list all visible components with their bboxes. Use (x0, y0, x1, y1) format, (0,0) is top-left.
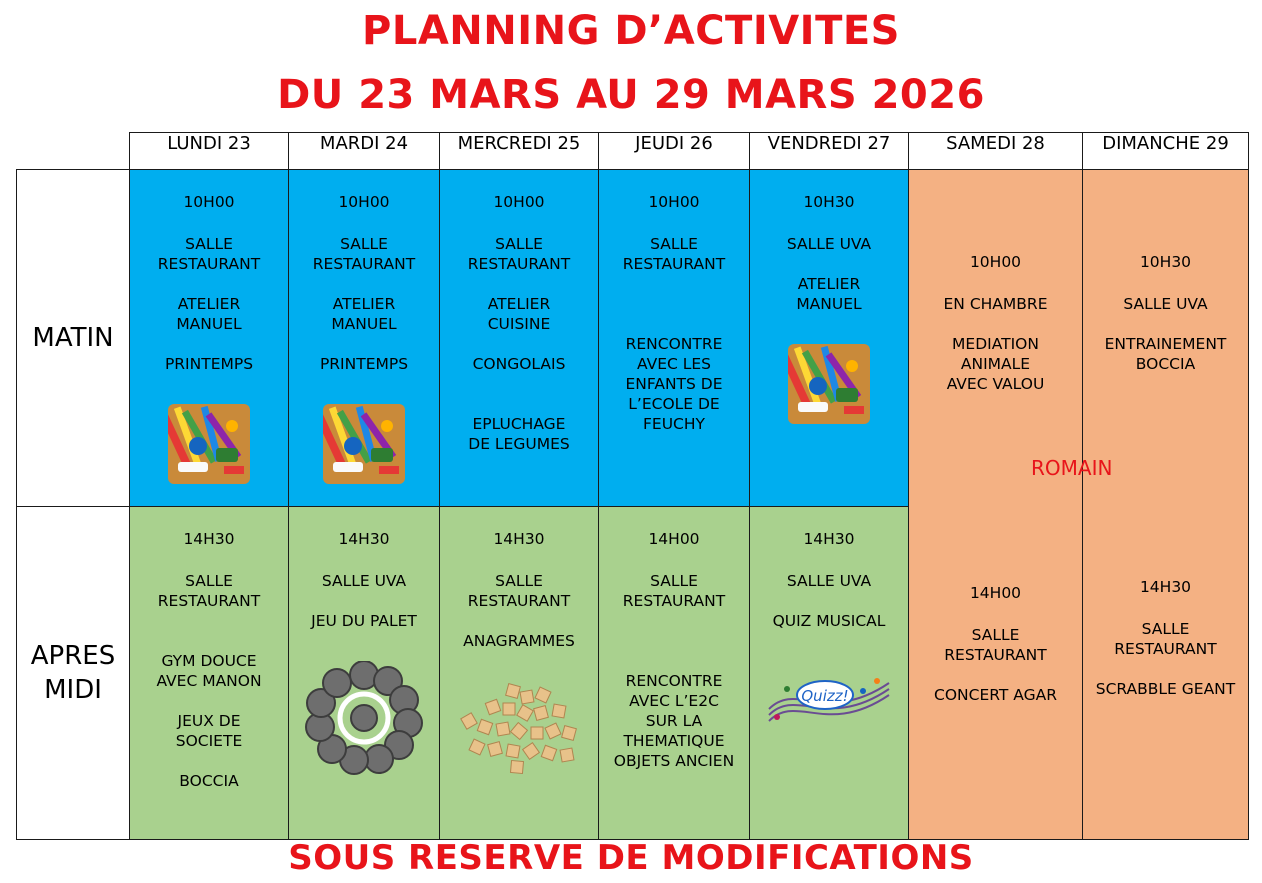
activity-text: RESTAURANT (157, 255, 261, 273)
afternoon-cell-monday (130, 507, 289, 840)
activity-time: 10H00 (493, 193, 545, 211)
activity-time: 10H00 (969, 253, 1022, 271)
activity-block (750, 507, 908, 740)
activity-text: QUIZ MUSICAL (772, 612, 886, 630)
activity-time: 10H30 (803, 193, 855, 211)
activity-text: CUISINE (487, 315, 551, 333)
activity-text: SALLE UVA (321, 572, 407, 590)
activity-block (750, 170, 908, 429)
day-header-sunday: DIMANCHE 29 (1083, 133, 1249, 170)
activity-text: SOCIETE (175, 732, 243, 750)
weekend-animator-name: ROMAIN (1031, 456, 1113, 480)
afternoon-cell-friday (750, 507, 909, 840)
activity-block (1083, 170, 1248, 374)
activity-time: 14H00 (969, 583, 1022, 602)
activity-text: EN CHAMBRE (943, 295, 1048, 313)
activity-text: RESTAURANT (1114, 639, 1217, 658)
row-label-morning: MATIN (17, 170, 130, 507)
activity-block (1083, 507, 1248, 699)
activity-block (440, 170, 598, 454)
activity-text: AVEC VALOU (946, 375, 1045, 393)
activity-text: CONCERT AGAR (934, 685, 1057, 704)
activity-text: PRINTEMPS (319, 355, 409, 373)
activity-block (909, 170, 1082, 394)
activity-text: RESTAURANT (622, 255, 726, 273)
activity-text: RESTAURANT (467, 255, 571, 273)
activity-text: SALLE UVA (1123, 295, 1208, 313)
activity-text: SALLE (971, 625, 1020, 644)
activity-text: JEUX DE (177, 712, 241, 730)
activity-text: SALLE (650, 235, 698, 253)
activity-text: EPLUCHAGE (472, 415, 566, 433)
activity-text: SALLE (185, 235, 233, 253)
morning-cell-monday (130, 170, 289, 507)
activity-text: ATELIER (487, 295, 551, 313)
activity-text: AVEC MANON (156, 672, 262, 690)
activity-text: AVEC LES (636, 355, 712, 373)
activity-time: 10H00 (338, 193, 390, 211)
activity-text: MEDIATION (952, 335, 1039, 353)
activity-time: 14H30 (1139, 577, 1192, 596)
activity-block (289, 170, 439, 489)
activity-text: RENCONTRE (625, 672, 723, 690)
corner-empty (17, 133, 130, 170)
activity-time: 14H30 (803, 530, 855, 548)
activity-schedule-table (16, 132, 1249, 840)
activity-text: MANUEL (331, 315, 397, 333)
row-label-afternoon (17, 507, 130, 840)
morning-cell-thursday (599, 170, 750, 507)
activity-block (440, 507, 598, 782)
activity-text: DE LEGUMES (468, 435, 570, 453)
activity-block (599, 170, 749, 434)
afternoon-cell-saturday (909, 507, 1083, 840)
activity-text: RESTAURANT (467, 592, 571, 610)
activity-time: 10H00 (183, 193, 235, 211)
activity-text: SALLE (1141, 619, 1190, 638)
activity-text: RENCONTRE (625, 335, 723, 353)
activity-text: SALLE (495, 235, 543, 253)
activity-text: ANAGRAMMES (463, 632, 575, 650)
day-header-monday: LUNDI 23 (130, 133, 289, 170)
activity-text: ATELIER (797, 275, 861, 293)
activity-block (289, 507, 439, 780)
activity-text: SALLE (495, 572, 543, 590)
activity-time: 14H30 (338, 530, 390, 548)
activity-text: L’ECOLE DE (628, 395, 720, 413)
activity-text: SCRABBLE GEANT (1095, 679, 1236, 698)
activity-block (909, 507, 1082, 705)
activity-text: ANIMALE (960, 355, 1031, 373)
day-header-tuesday: MARDI 24 (289, 133, 440, 170)
activity-time: 10H00 (648, 193, 700, 211)
activity-text: JEU DU PALET (311, 612, 417, 630)
activity-text: CONGOLAIS (472, 355, 566, 373)
school-supplies-image (788, 344, 870, 424)
morning-cell-friday (750, 170, 909, 507)
activity-text: ATELIER (177, 295, 241, 313)
quiz-music-image (767, 661, 891, 735)
activity-text: SALLE (650, 572, 698, 590)
activity-time: 14H30 (493, 530, 545, 548)
page-title: PLANNING D’ACTIVITES (362, 8, 900, 54)
page-subtitle-dates: DU 23 MARS AU 29 MARS 2026 (277, 72, 985, 118)
activity-text: THEMATIQUE (623, 732, 725, 750)
activity-text: BOCCIA (1135, 355, 1196, 373)
day-header-saturday: SAMEDI 28 (909, 133, 1083, 170)
school-supplies-image (168, 404, 250, 484)
activity-text: ATELIER (332, 295, 396, 313)
afternoon-cell-thursday (599, 507, 750, 840)
activity-block (130, 507, 288, 791)
activity-text: AVEC L’E2C (629, 692, 719, 710)
activity-text: MANUEL (796, 295, 862, 313)
afternoon-cell-sunday (1083, 507, 1249, 840)
palet-stones-image (305, 661, 423, 775)
activity-block (599, 507, 749, 771)
activity-time: 10H30 (1139, 253, 1192, 271)
activity-time: 14H30 (183, 530, 235, 548)
activity-text: FEUCHY (643, 415, 705, 433)
activity-text: PRINTEMPS (164, 355, 254, 373)
morning-cell-tuesday (289, 170, 440, 507)
activity-text: RESTAURANT (622, 592, 726, 610)
afternoon-cell-tuesday (289, 507, 440, 840)
activity-text: SALLE UVA (786, 235, 872, 253)
activity-text: OBJETS ANCIEN (613, 752, 735, 770)
row-label-afternoon-line2: MIDI (44, 675, 102, 705)
scrabble-tiles-image (457, 681, 581, 777)
activity-block (130, 170, 288, 489)
day-header-thursday: JEUDI 26 (599, 133, 750, 170)
activity-text: MANUEL (176, 315, 242, 333)
morning-cell-wednesday (440, 170, 599, 507)
footer-disclaimer: SOUS RESERVE DE MODIFICATIONS (288, 838, 974, 878)
activity-text: ENTRAINEMENT (1104, 335, 1227, 353)
day-header-friday: VENDREDI 27 (750, 133, 909, 170)
activity-text: SALLE (185, 572, 233, 590)
activity-text: BOCCIA (179, 772, 239, 790)
activity-text: SALLE UVA (786, 572, 872, 590)
day-header-wednesday: MERCREDI 25 (440, 133, 599, 170)
activity-text: SALLE (340, 235, 388, 253)
activity-text: RESTAURANT (312, 255, 416, 273)
quiz-word: Quizz! (801, 687, 849, 705)
activity-text: RESTAURANT (944, 645, 1047, 664)
activity-text: GYM DOUCE (161, 652, 257, 670)
school-supplies-image (323, 404, 405, 484)
afternoon-cell-wednesday (440, 507, 599, 840)
activity-time: 14H00 (648, 530, 700, 548)
activity-text: SUR LA (645, 712, 703, 730)
activity-text: RESTAURANT (157, 592, 261, 610)
activity-text: ENFANTS DE (625, 375, 723, 393)
row-label-afternoon-line1: APRES (30, 641, 116, 671)
